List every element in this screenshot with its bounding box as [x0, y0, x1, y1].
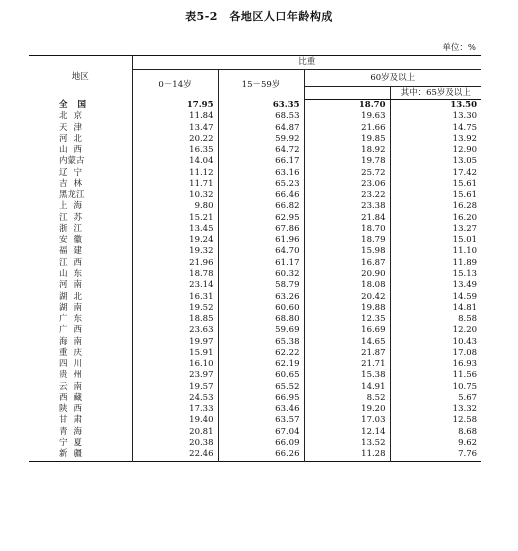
age-60-plus-cell: 21.66 — [304, 123, 390, 134]
region-cell: 湖南 — [29, 303, 132, 314]
age-0-14-cell: 19.24 — [132, 235, 218, 246]
age-60-plus-cell: 19.78 — [304, 156, 390, 167]
age-15-59-cell: 63.16 — [218, 168, 304, 179]
age-65-plus-cell: 14.81 — [452, 302, 478, 313]
region-cell: 云南 — [29, 382, 132, 393]
age-15-59-cell: 65.23 — [218, 179, 304, 190]
age-65-plus-cell: 15.13 — [452, 268, 478, 279]
age-65-plus-cell: 13.30 — [452, 111, 478, 122]
age-60-plus-cell: 19.63 — [304, 111, 390, 122]
header-ratio: 比重 — [132, 56, 481, 70]
header-age-15-59: 15－59岁 — [218, 70, 304, 100]
age-0-14-cell: 13.47 — [132, 123, 218, 134]
age-0-14-cell: 11.84 — [132, 111, 218, 122]
age-15-59-cell: 62.19 — [218, 359, 304, 370]
age-0-14-cell: 19.57 — [132, 382, 218, 393]
region-cell: 贵州 — [29, 370, 132, 381]
region-cell: 山东 — [29, 269, 132, 280]
age-65-plus-cell: 15.01 — [452, 235, 478, 246]
age-60-plus-cell: 18.70 — [304, 224, 390, 235]
age-65-plus-cell: 12.90 — [452, 145, 478, 156]
age-0-14-cell: 20.38 — [132, 438, 218, 449]
age-65-plus-cell: 13.05 — [452, 156, 478, 167]
table-row — [29, 348, 481, 359]
age-65-plus-cell: 16.28 — [452, 201, 478, 212]
table-body — [29, 100, 481, 462]
age-60-plus-cell: 18.70 — [304, 100, 390, 112]
age-65-plus-cell: 12.20 — [452, 325, 478, 336]
age-60-plus-cell: 13.52 — [304, 438, 390, 449]
age-15-59-cell: 63.46 — [218, 404, 304, 415]
region-cell: 浙江 — [29, 224, 132, 235]
age-60-plus-cell: 18.79 — [304, 235, 390, 246]
age-structure-table — [29, 55, 481, 462]
age-60-plus-cell: 23.38 — [304, 201, 390, 212]
table-row — [29, 134, 481, 145]
age-15-59-cell: 68.53 — [218, 111, 304, 122]
age-60-plus-cell: 11.28 — [304, 449, 390, 461]
age-65-plus-cell: 13.27 — [452, 223, 478, 234]
table-row — [29, 213, 481, 224]
table-row — [29, 280, 481, 291]
table-title: 表5-2 各地区人口年龄构成 — [185, 10, 333, 23]
age-60-plus-cell: 19.20 — [304, 404, 390, 415]
region-cell: 江苏 — [29, 213, 132, 224]
age-65-plus-cell: 8.58 — [458, 314, 478, 325]
table-row — [29, 292, 481, 303]
age-0-14-cell: 19.32 — [132, 246, 218, 257]
unit-label: 单位：% — [442, 43, 476, 53]
age-0-14-cell: 14.04 — [132, 156, 218, 167]
age-0-14-cell: 21.96 — [132, 258, 218, 269]
age-0-14-cell: 16.35 — [132, 145, 218, 156]
header-age-65-plus: 其中：65岁及以上 — [390, 87, 481, 100]
age-0-14-cell: 15.91 — [132, 348, 218, 359]
age-15-59-cell: 66.17 — [218, 156, 304, 167]
region-cell: 内蒙古 — [29, 156, 132, 167]
header-age-60-plus-col — [304, 87, 390, 100]
region-cell: 青海 — [29, 427, 132, 438]
age-15-59-cell: 65.52 — [218, 382, 304, 393]
age-15-59-cell: 66.26 — [218, 449, 304, 461]
age-0-14-cell: 19.40 — [132, 415, 218, 426]
age-15-59-cell: 61.17 — [218, 258, 304, 269]
age-15-59-cell: 68.80 — [218, 314, 304, 325]
age-0-14-cell: 18.78 — [132, 269, 218, 280]
age-65-plus-cell: 8.68 — [458, 426, 478, 437]
age-65-plus-cell: 14.75 — [452, 122, 478, 133]
table-header — [29, 56, 481, 100]
region-cell: 辽宁 — [29, 168, 132, 179]
age-15-59-cell: 65.38 — [218, 337, 304, 348]
region-cell: 广东 — [29, 314, 132, 325]
region-cell: 宁夏 — [29, 438, 132, 449]
age-15-59-cell: 58.79 — [218, 280, 304, 291]
age-60-plus-cell: 15.38 — [304, 370, 390, 381]
age-65-plus-cell: 13.50 — [450, 100, 478, 110]
age-65-plus-cell: 13.92 — [452, 133, 478, 144]
age-65-plus-cell: 5.67 — [458, 392, 478, 403]
region-cell: 湖北 — [29, 292, 132, 303]
age-65-plus-cell: 11.56 — [452, 370, 478, 381]
age-15-59-cell: 66.95 — [218, 393, 304, 404]
age-60-plus-cell: 18.92 — [304, 145, 390, 156]
region-cell: 河北 — [29, 134, 132, 145]
age-15-59-cell: 67.04 — [218, 427, 304, 438]
age-15-59-cell: 64.87 — [218, 123, 304, 134]
age-0-14-cell: 9.80 — [132, 201, 218, 212]
age-65-plus-cell: 15.61 — [452, 178, 478, 189]
age-15-59-cell: 63.57 — [218, 415, 304, 426]
age-60-plus-cell: 16.87 — [304, 258, 390, 269]
age-0-14-cell: 19.97 — [132, 337, 218, 348]
age-0-14-cell: 15.21 — [132, 213, 218, 224]
age-15-59-cell: 66.46 — [218, 190, 304, 201]
age-65-plus-cell: 7.76 — [458, 449, 478, 460]
age-65-plus-cell: 13.49 — [452, 280, 478, 291]
table-row — [29, 179, 481, 190]
table-row — [29, 258, 481, 269]
age-0-14-cell: 11.12 — [132, 168, 218, 179]
table-row — [29, 314, 481, 325]
region-cell: 甘肃 — [29, 415, 132, 426]
region-cell: 上海 — [29, 201, 132, 212]
table-row — [29, 145, 481, 156]
region-cell: 福建 — [29, 246, 132, 257]
table-row — [29, 224, 481, 235]
table-row — [29, 246, 481, 257]
age-0-14-cell: 24.53 — [132, 393, 218, 404]
header-age-60-plus: 60岁及以上 — [304, 70, 481, 87]
age-65-plus-cell: 10.75 — [452, 381, 478, 392]
age-60-plus-cell: 12.14 — [304, 427, 390, 438]
region-cell: 江西 — [29, 258, 132, 269]
region-cell: 天津 — [29, 123, 132, 134]
age-15-59-cell: 60.32 — [218, 269, 304, 280]
age-60-plus-cell: 12.35 — [304, 314, 390, 325]
age-65-plus-cell: 15.61 — [452, 190, 478, 201]
age-60-plus-cell: 16.69 — [304, 325, 390, 336]
age-0-14-cell: 16.31 — [132, 292, 218, 303]
table-row — [29, 325, 481, 336]
age-0-14-cell: 10.32 — [132, 190, 218, 201]
region-cell: 西藏 — [29, 393, 132, 404]
region-cell: 陕西 — [29, 404, 132, 415]
table-row — [29, 427, 481, 438]
age-15-59-cell: 63.35 — [218, 100, 304, 112]
age-15-59-cell: 62.22 — [218, 348, 304, 359]
age-15-59-cell: 64.72 — [218, 145, 304, 156]
age-65-plus-cell: 16.93 — [452, 359, 478, 370]
table-row — [29, 438, 481, 449]
region-cell: 四川 — [29, 359, 132, 370]
table-row — [29, 168, 481, 179]
age-60-plus-cell: 23.22 — [304, 190, 390, 201]
age-65-plus-cell: 12.58 — [452, 415, 478, 426]
age-0-14-cell: 20.81 — [132, 427, 218, 438]
age-60-plus-cell: 17.03 — [304, 415, 390, 426]
age-60-plus-cell: 19.85 — [304, 134, 390, 145]
region-cell: 广西 — [29, 325, 132, 336]
age-15-59-cell: 66.82 — [218, 201, 304, 212]
age-60-plus-cell: 19.88 — [304, 303, 390, 314]
age-0-14-cell: 11.71 — [132, 179, 218, 190]
region-cell: 河南 — [29, 280, 132, 291]
age-65-plus-cell: 10.43 — [452, 336, 478, 347]
table-row — [29, 269, 481, 280]
age-60-plus-cell: 20.90 — [304, 269, 390, 280]
table-row — [29, 382, 481, 393]
region-cell: 新疆 — [29, 449, 132, 461]
table-row — [29, 235, 481, 246]
age-60-plus-cell: 25.72 — [304, 168, 390, 179]
age-60-plus-cell: 14.91 — [304, 382, 390, 393]
age-15-59-cell: 59.92 — [218, 134, 304, 145]
age-0-14-cell: 17.33 — [132, 404, 218, 415]
header-region: 地区 — [29, 56, 132, 100]
age-60-plus-cell: 21.71 — [304, 359, 390, 370]
table-row — [29, 449, 481, 461]
table-row-total — [29, 100, 481, 112]
age-60-plus-cell: 21.87 — [304, 348, 390, 359]
table-row — [29, 156, 481, 167]
age-65-plus-cell: 9.62 — [458, 437, 478, 448]
region-cell: 北京 — [29, 111, 132, 122]
age-0-14-cell: 23.14 — [132, 280, 218, 291]
age-0-14-cell: 23.97 — [132, 370, 218, 381]
age-60-plus-cell: 8.52 — [304, 393, 390, 404]
age-65-plus-cell: 11.10 — [452, 246, 478, 257]
age-15-59-cell: 67.86 — [218, 224, 304, 235]
age-60-plus-cell: 18.08 — [304, 280, 390, 291]
age-60-plus-cell: 14.65 — [304, 337, 390, 348]
region-cell: 吉林 — [29, 179, 132, 190]
table-row — [29, 111, 481, 122]
age-60-plus-cell: 20.42 — [304, 292, 390, 303]
table-row — [29, 393, 481, 404]
age-65-plus-cell: 17.08 — [452, 347, 478, 358]
region-cell: 山西 — [29, 145, 132, 156]
region-cell: 海南 — [29, 337, 132, 348]
age-60-plus-cell: 21.84 — [304, 213, 390, 224]
region-cell: 重庆 — [29, 348, 132, 359]
age-65-plus-cell: 14.59 — [452, 291, 478, 302]
table-row — [29, 337, 481, 348]
table-row — [29, 415, 481, 426]
table-row — [29, 201, 481, 212]
age-15-59-cell: 64.70 — [218, 246, 304, 257]
age-0-14-cell: 22.46 — [132, 449, 218, 461]
age-65-plus-cell: 17.42 — [452, 167, 478, 178]
age-0-14-cell: 18.85 — [132, 314, 218, 325]
age-15-59-cell: 62.95 — [218, 213, 304, 224]
age-0-14-cell: 16.10 — [132, 359, 218, 370]
age-0-14-cell: 19.52 — [132, 303, 218, 314]
age-15-59-cell: 63.26 — [218, 292, 304, 303]
age-65-plus-cell: 16.20 — [452, 212, 478, 223]
table-row — [29, 359, 481, 370]
table-row — [29, 404, 481, 415]
age-0-14-cell: 23.63 — [132, 325, 218, 336]
table-row — [29, 190, 481, 201]
age-65-plus-cell: 13.32 — [452, 404, 478, 415]
header-age-0-14: 0－14岁 — [132, 70, 218, 100]
age-15-59-cell: 66.09 — [218, 438, 304, 449]
age-0-14-cell: 17.95 — [132, 100, 218, 112]
table-row — [29, 123, 481, 134]
age-0-14-cell: 20.22 — [132, 134, 218, 145]
region-cell: 黑龙江 — [29, 190, 132, 201]
age-0-14-cell: 13.45 — [132, 224, 218, 235]
table-row — [29, 303, 481, 314]
region-cell: 安徽 — [29, 235, 132, 246]
age-15-59-cell: 60.60 — [218, 303, 304, 314]
age-60-plus-cell: 15.98 — [304, 246, 390, 257]
region-cell: 全国 — [29, 100, 132, 112]
age-15-59-cell: 61.96 — [218, 235, 304, 246]
age-65-plus-cell: 11.89 — [452, 257, 478, 268]
table-row — [29, 370, 481, 381]
age-15-59-cell: 59.69 — [218, 325, 304, 336]
age-60-plus-cell: 23.06 — [304, 179, 390, 190]
age-15-59-cell: 60.65 — [218, 370, 304, 381]
